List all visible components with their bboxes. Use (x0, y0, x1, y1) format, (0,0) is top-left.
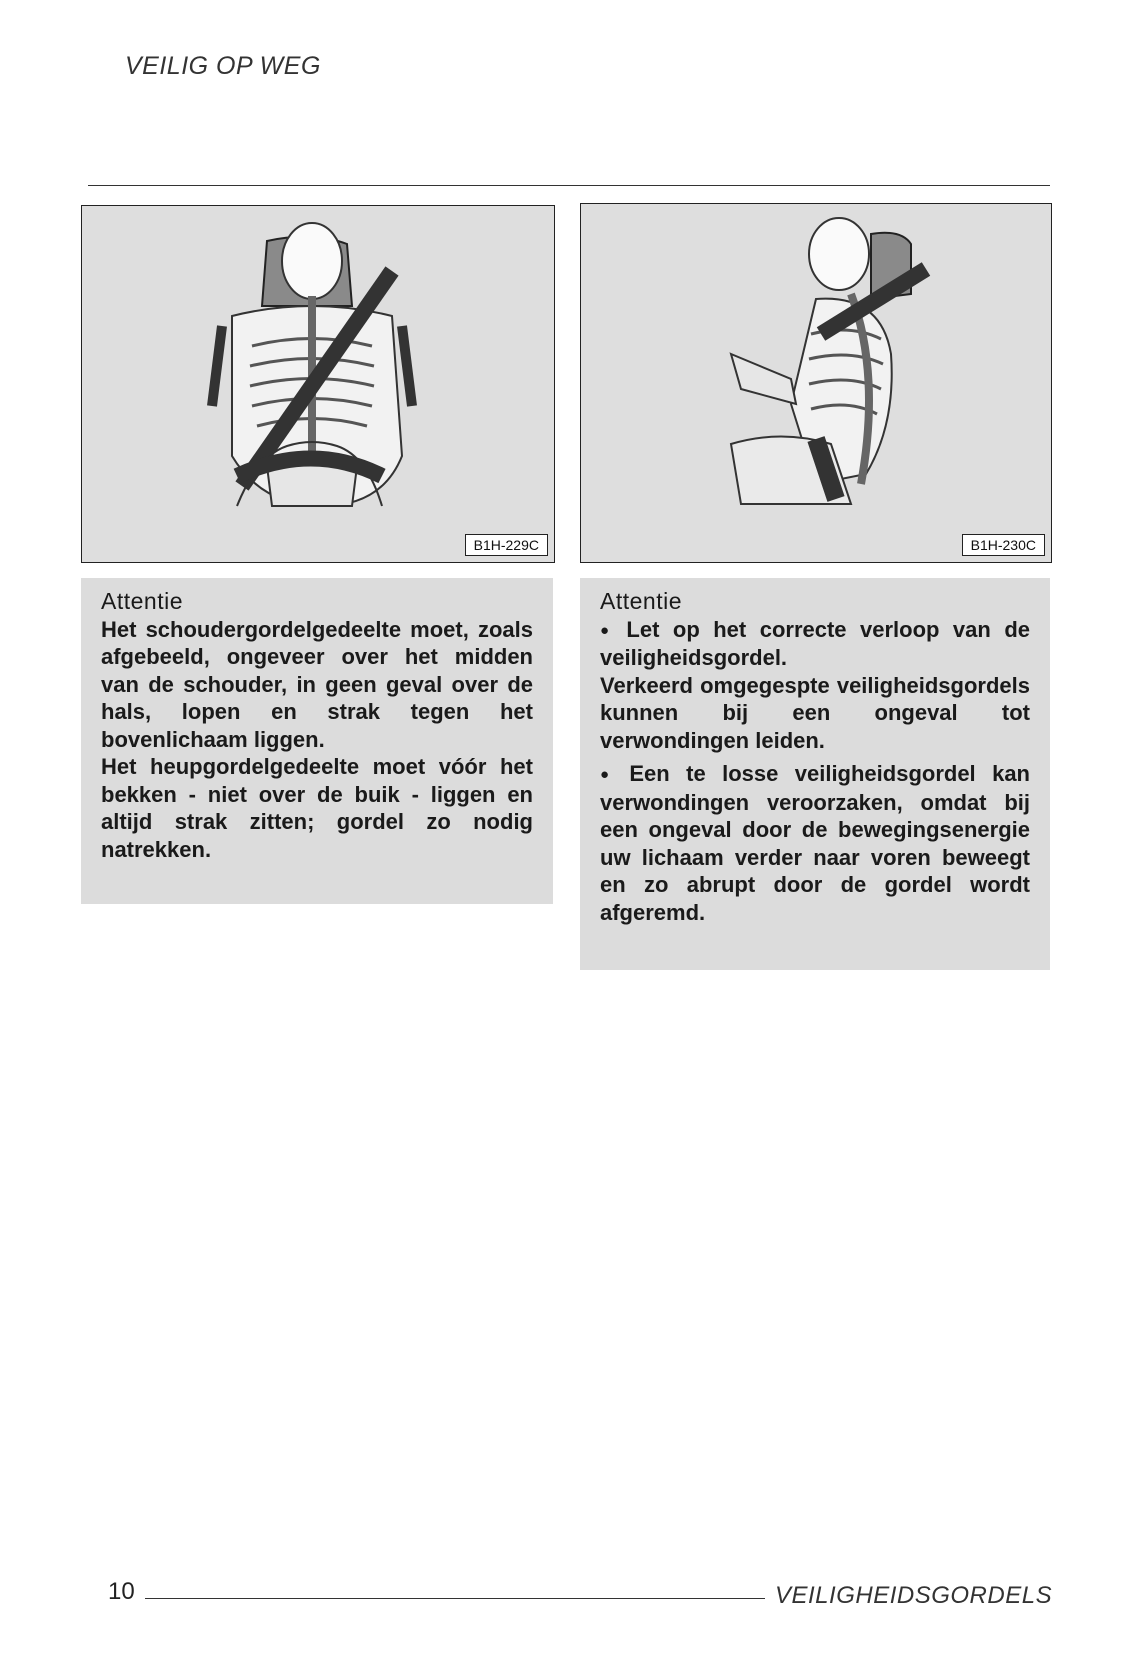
figure-code: B1H-229C (465, 534, 548, 556)
note-paragraph: Verkeerd omgegespte veiligheidsgordels kunnen bij een ongeval tot verwondingen leiden. (600, 672, 1030, 753)
belt-front-illustration (82, 206, 554, 562)
page-number: 10 (108, 1578, 135, 1605)
figure-code: B1H-230C (962, 534, 1045, 556)
caution-note-right (580, 578, 1050, 970)
note-bullet-text: Let op het correcte verloop van de veiligheidsgordel. (600, 616, 1030, 670)
chapter-title: VEILIGHEIDSGORDELS (775, 1582, 1053, 1609)
footer-divider (145, 1598, 765, 1599)
note-bullet (600, 616, 1030, 672)
figure-side-view (580, 203, 1052, 563)
note-bullet-text: Een te losse veiligheidsgordel kan verwondingen veroorzaken, omdat bij een ongeval door de bewegingsenergie uw lichaam verder naar voren beweegt en zo abrupt door de gordel wordt afgeremd. (600, 761, 1030, 925)
section-title: VEILIG OP WEG (125, 52, 321, 80)
note-bullet (600, 760, 1030, 926)
note-paragraph: Het schoudergordelgedeelte moet, zoals afgebeeld, ongeveer over het midden van de schouder, in geen geval over de hals, lopen en strak tegen het bovenlichaam liggen. (101, 616, 533, 752)
note-heading: Attentie (101, 588, 183, 614)
caution-note-left (81, 578, 553, 904)
figure-front-view (81, 205, 555, 563)
note-heading: Attentie (600, 588, 682, 614)
belt-side-illustration (581, 204, 1051, 562)
note-paragraph: Het heupgordelgedeelte moet vóór het bekken - niet over de buik - liggen en altijd strak zitten; gordel zo nodig natrekken. (101, 754, 533, 862)
top-divider (88, 185, 1050, 186)
